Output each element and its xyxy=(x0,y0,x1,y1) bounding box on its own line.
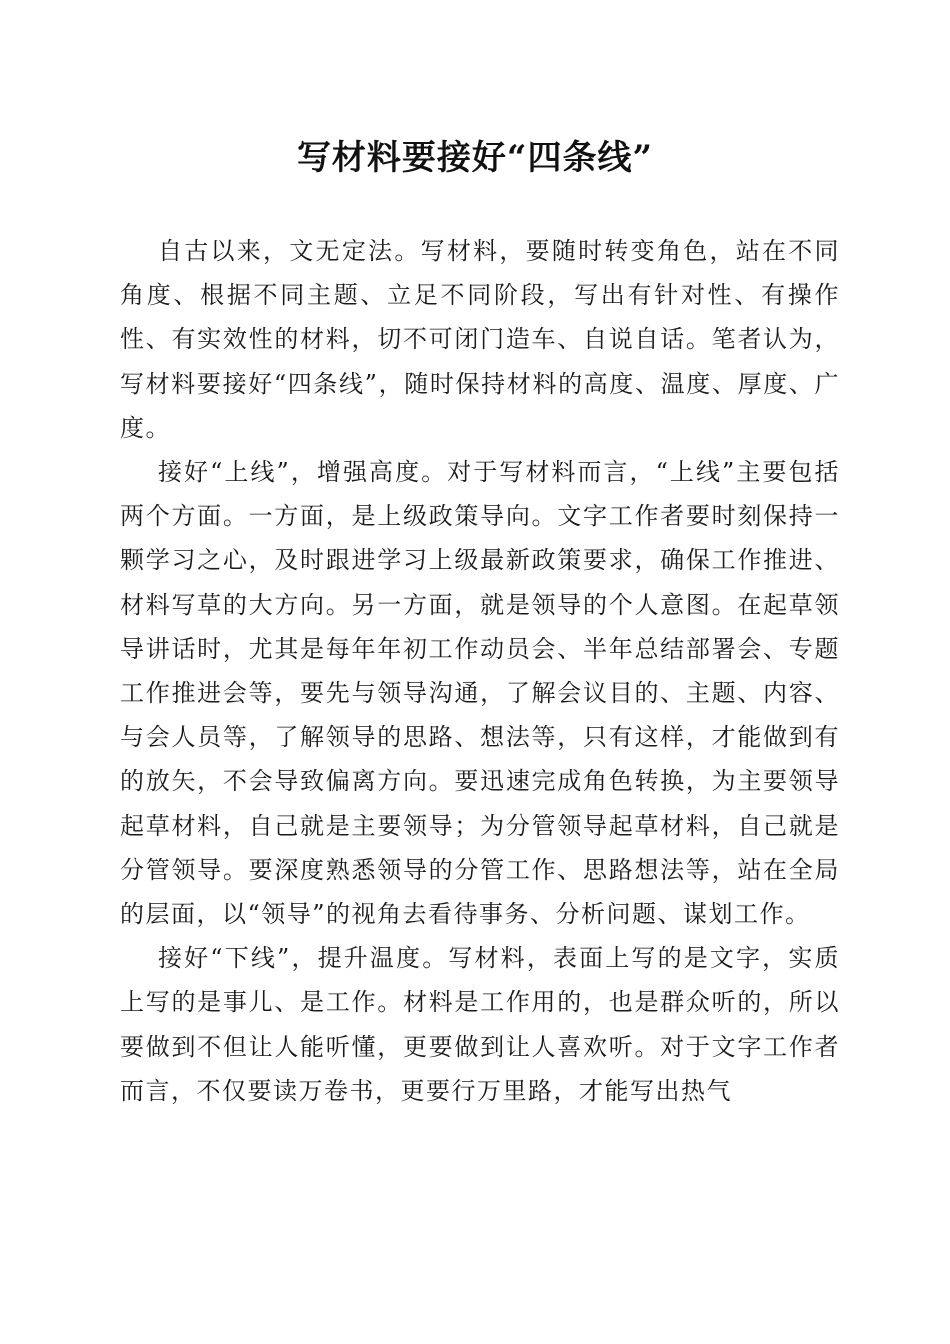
paragraph-intro: 自古以来，文无定法。写材料，要随时转变角色，站在不同角度、根据不同主题、立足不同阶段，写出有针对性、有操作性、有实效性的材料，切不可闭门造车、自说自话。笔者认为，写材料要接好“四条线”，随时保持材料的高度、温度、厚度、广度。 xyxy=(120,237,840,442)
document-body xyxy=(120,229,840,1113)
paragraph-upper-line: 接好“上线”，增强高度。对于写材料而言，“上线”主要包括两个方面。一方面，是上级政策导向。文字工作者要时刻保持一颗学习之心，及时跟进学习上级最新政策要求，确保工作推进、材料写草的大方向。另一方面，就是领导的个人意图。在起草领导讲话时，尤其是每年年初工作动员会、半年总结部署会、专题工作推进会等，要先与领导沟通，了解会议目的、主题、内容、与会人员等，了解领导的思路、想法等，只有这样，才能做到有的放矢，不会导致偏离方向。要迅速完成角色转换，为主要领导起草材料，自己就是主要领导；为分管领导起草材料，自己就是分管领导。要深度熟悉领导的分管工作、思路想法等，站在全局的层面，以“领导”的视角去看待事务、分析问题、谋划工作。 xyxy=(120,458,840,929)
paragraph-lower-line: 接好“下线”，提升温度。写材料，表面上写的是文字，实质上写的是事儿、是工作。材料是工作用的，也是群众听的，所以要做到不但让人能听懂，更要做到让人喜欢听。对于文字工作者而言，不仅要读万卷书，更要行万里路，才能写出热气 xyxy=(120,944,840,1105)
document-title: 写材料要接好“四条线” xyxy=(296,138,654,178)
